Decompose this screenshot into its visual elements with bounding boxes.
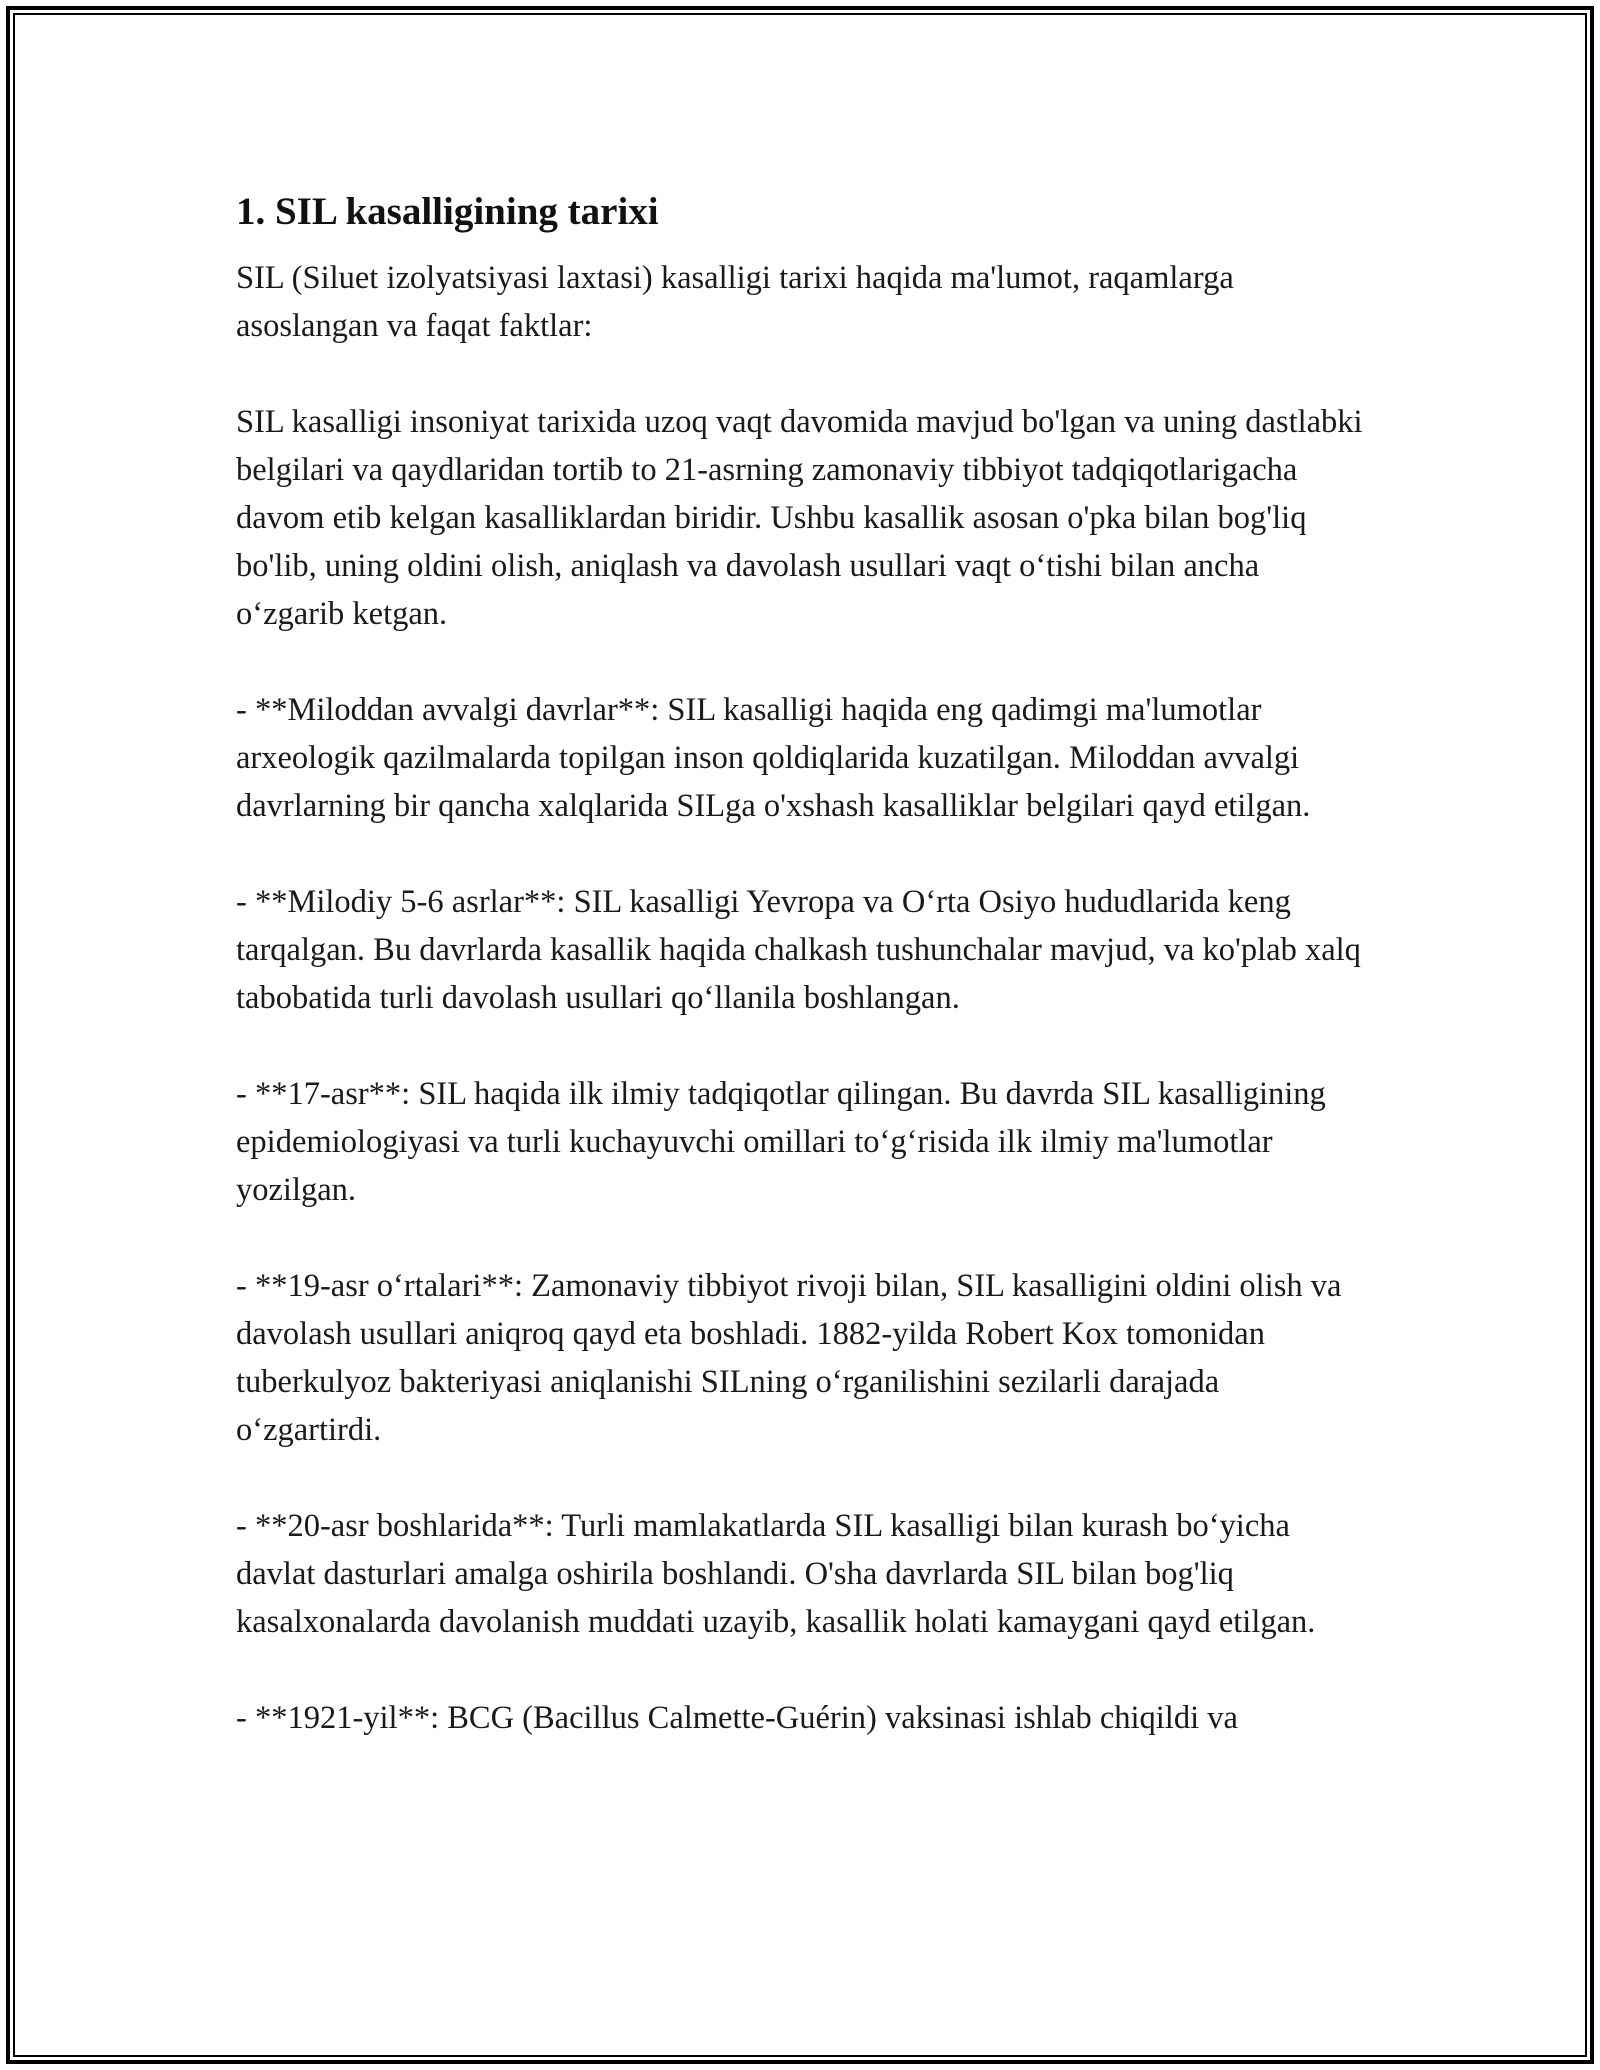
intro-paragraph: SIL (Siluet izolyatsiyasi laxtasi) kasalligi tarixi haqida ma'lumot, raqamlarga asoslangan va faqat faktlar: [236, 260, 1234, 344]
list-item-19-century: - **19-asr o‘rtalari**: Zamonaviy tibbiyot rivoji bilan, SIL kasalligini oldini olish va davolash usullari aniqroq qayd eta boshladi. 1882-yilda Robert Kox tomonidan tuberkulyoz bakteriyasi aniqlanishi SILning o‘rganilishini sezilarli darajada o‘zgartirdi. [236, 1268, 1342, 1448]
document-body [236, 186, 1366, 1742]
list-item-20-century: - **20-asr boshlarida**: Turli mamlakatlarda SIL kasalligi bilan kurash bo‘yicha davlat dasturlari amalga oshirila boshlandi. O'sha davrlarda SIL bilan bog'liq kasalxonalarda davolanish muddati uzayib, kasallik holati kamaygani qayd etilgan. [236, 1508, 1316, 1640]
list-item-17-century: - **17-asr**: SIL haqida ilk ilmiy tadqiqotlar qilingan. Bu davrda SIL kasalligining epidemiologiyasi va turli kuchayuvchi omillari to‘g‘risida ilk ilmiy ma'lumotlar yozilgan. [236, 1076, 1326, 1208]
overview-paragraph: SIL kasalligi insoniyat tarixida uzoq vaqt davomida mavjud bo'lgan va uning dastlabki belgilari va qaydlaridan tortib to 21-asrning zamonaviy tibbiyot tadqiqotlarigacha davom etib kelgan kasalliklardan biridir. Ushbu kasallik asosan o'pka bilan bog'liq bo'lib, uning oldini olish, aniqlash va davolash usullari vaqt o‘tishi bilan ancha o‘zgarib ketgan. [236, 404, 1363, 632]
list-item-5-6-century: - **Milodiy 5-6 asrlar**: SIL kasalligi Yevropa va O‘rta Osiyo hududlarida keng tarqalgan. Bu davrlarda kasallik haqida chalkash tushunchalar mavjud, va ko'plab xalq tabobatida turli davolash usullari qo‘llanila boshlangan. [236, 884, 1361, 1016]
section-heading: 1. SIL kasalligining tarixi [236, 190, 659, 233]
list-item-bc-era: - **Miloddan avvalgi davrlar**: SIL kasalligi haqida eng qadimgi ma'lumotlar arxeologik qazilmalarda topilgan inson qoldiqlarida kuzatilgan. Miloddan avvalgi davrlarning bir qancha xalqlarida SILga o'xshash kasalliklar belgilari qayd etilgan. [236, 692, 1311, 824]
list-item-1921: - **1921-yil**: BCG (Bacillus Calmette-Guérin) vaksinasi ishlab chiqildi va [236, 1700, 1238, 1736]
